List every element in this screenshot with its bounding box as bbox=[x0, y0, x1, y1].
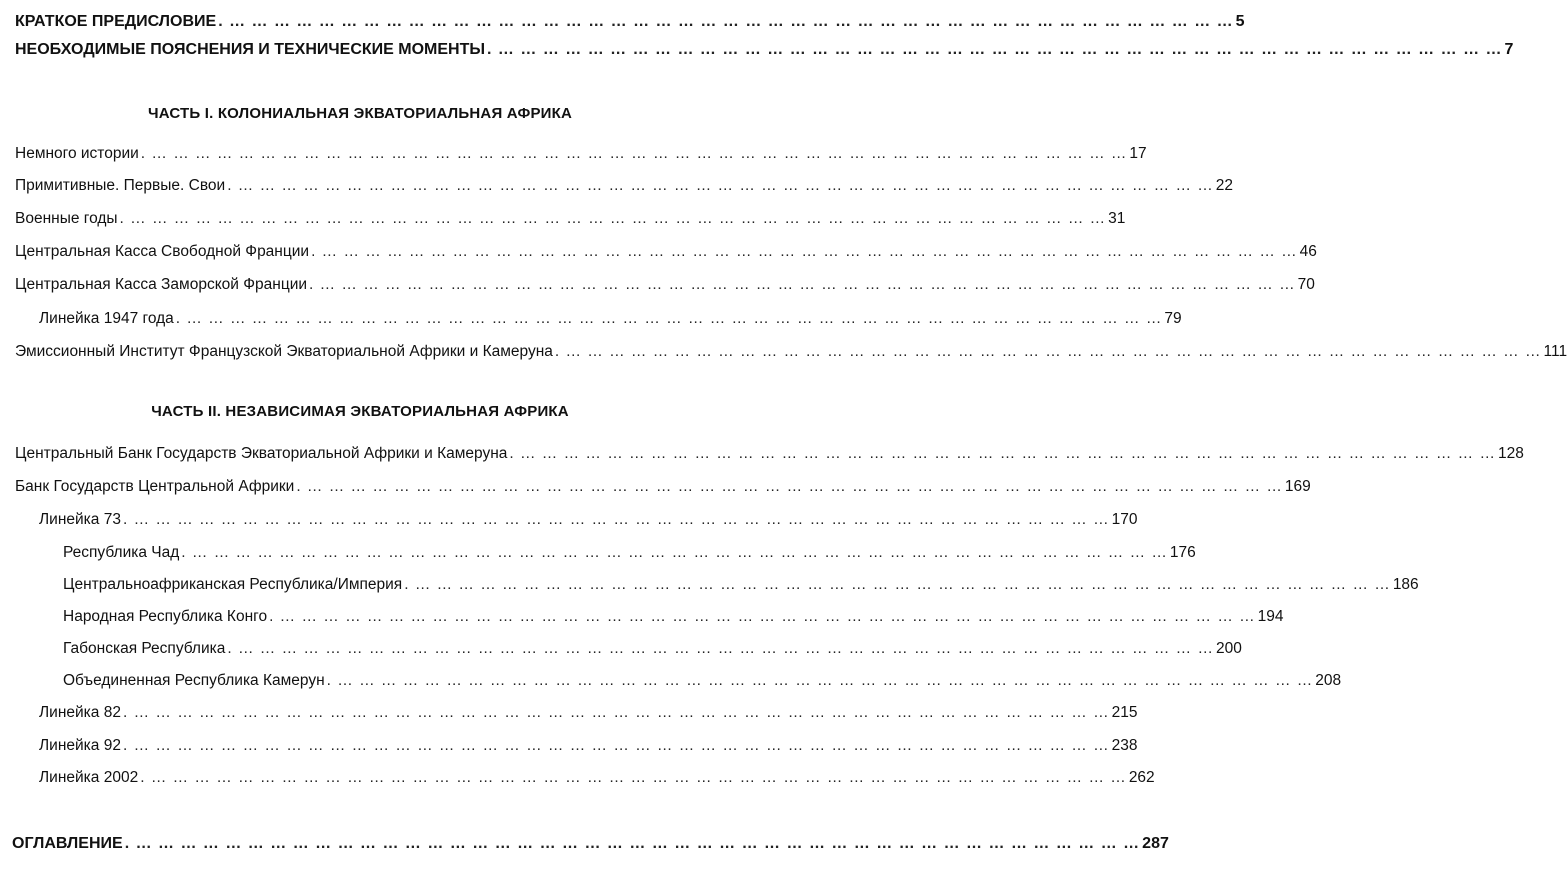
dot-leader: . … … … … … … … … … … … … … … … … … … … … … … … … … … … … … … … … … … … … … … … … … … … … … bbox=[218, 13, 1234, 30]
dot-leader: . … … … … … … … … … … … … … … … … … … … … … … … … … … … … … … … … … … … … … … … … … … … … … bbox=[326, 672, 1314, 689]
toc-entry-title: Линейка 82 bbox=[39, 704, 121, 721]
dot-leader: . … … … … … … … … … … … … … … … … … … … … … … … … … … … … … … … … … … … … … … … … … … … … … bbox=[175, 310, 1163, 327]
dot-leader: . … … … … … … … … … … … … … … … … … … … … … … … … … … … … … … … … … … … … … … … … … … … … … bbox=[227, 177, 1214, 194]
toc-entry bbox=[0, 703, 1138, 723]
toc-entry-page: 170 bbox=[1111, 511, 1138, 528]
toc-entry-page: 194 bbox=[1257, 608, 1284, 625]
dot-leader: . … … … … … … … … … … … … … … … … … … … … … … … … … … … … … … … … … … … … … … … … … … … … … bbox=[404, 576, 1391, 593]
toc-entry bbox=[0, 144, 1147, 164]
toc-entry bbox=[0, 176, 1234, 196]
toc-entry-title: Центральный Банк Государств Экваториальной Африки и Камеруна bbox=[15, 445, 508, 462]
toc-entry-page: 31 bbox=[1108, 210, 1126, 227]
dot-leader: . … … … … … … … … … … … … … … … … … … … … … … … … … … … … … … … … … … … … … … … … … … … … … bbox=[181, 544, 1168, 561]
toc-entry-page: 287 bbox=[1142, 835, 1169, 852]
toc-entry-page: 22 bbox=[1215, 177, 1234, 194]
dot-leader: . … … … … … … … … … … … … … … … … … … … … … … … … … … … … … … … … … … … … … … … … … … … … … bbox=[140, 145, 1128, 162]
toc-entry-contents bbox=[0, 834, 1169, 854]
dot-leader: . … … … … … … … … … … … … … … … … … … … … … … … … … … … … … … … … … … … … … … … … … … … … … bbox=[311, 243, 1298, 260]
toc-entry-page: 46 bbox=[1299, 243, 1317, 260]
dot-leader: . … … … … … … … … … … … … … … … … … … … … … … … … … … … … … … … … … … … … … … … … … … … … … bbox=[122, 704, 1110, 721]
toc-entry-title: Габонская Республика bbox=[63, 640, 226, 657]
toc-entry-page: 70 bbox=[1297, 276, 1315, 293]
toc-entry bbox=[0, 342, 1567, 362]
dot-leader: . … … … … … … … … … … … … … … … … … … … … … … … … … … … … … … … … … … … … … … … … … … … … … bbox=[122, 511, 1110, 528]
toc-entry-page: 215 bbox=[1111, 704, 1138, 721]
toc-entry-title: Линейка 73 bbox=[39, 511, 121, 528]
toc-entry-page: 176 bbox=[1169, 544, 1196, 561]
toc-entry-title: КРАТКОЕ ПРЕДИСЛОВИЕ bbox=[15, 13, 217, 30]
toc-entry bbox=[0, 671, 1342, 691]
dot-leader: . … … … … … … … … … … … … … … … … … … … … … … … … … … … … … … … … … … … … … … … … … … … … … bbox=[122, 737, 1110, 754]
dot-leader: . … … … … … … … … … … … … … … … … … … … … … … … … … … … … … … … … … … … … … … … … … … … … … bbox=[227, 640, 1214, 657]
toc-entry-title: Линейка 1947 года bbox=[39, 310, 174, 327]
dot-leader: . … … … … … … … … … … … … … … … … … … … … … … … … … … … … … … … … … … … … … … … … … … … … … bbox=[124, 835, 1141, 852]
dot-leader: . … … … … … … … … … … … … … … … … … … … … … … … … … … … … … … … … … … … … … … … … … … … … … bbox=[309, 276, 1296, 293]
toc-entry bbox=[0, 309, 1182, 329]
dot-leader: . … … … … … … … … … … … … … … … … … … … … … … … … … … … … … … … … … … … … … … … … … … … … … bbox=[296, 478, 1283, 495]
toc-entry-title: Немного истории bbox=[15, 145, 139, 162]
toc-entry bbox=[0, 242, 1317, 262]
toc-entry-page: 186 bbox=[1392, 576, 1419, 593]
toc-entry bbox=[0, 510, 1138, 530]
toc-entry bbox=[0, 768, 1155, 788]
toc-entry bbox=[0, 209, 1126, 229]
dot-leader: . … … … … … … … … … … … … … … … … … … … … … … … … … … … … … … … … … … … … … … … … … … … … … bbox=[509, 445, 1496, 462]
toc-entry bbox=[0, 639, 1242, 659]
toc-entry bbox=[0, 543, 1196, 563]
toc-entry-page: 208 bbox=[1315, 672, 1342, 689]
toc-entry-page: 128 bbox=[1497, 445, 1524, 462]
toc-entry-title: НЕОБХОДИМЫЕ ПОЯСНЕНИЯ И ТЕХНИЧЕСКИЕ МОМЕНТЫ bbox=[15, 41, 486, 58]
toc-entry-title: Центральная Касса Заморской Франции bbox=[15, 276, 308, 293]
toc-entry bbox=[0, 575, 1419, 595]
toc-entry-page: 200 bbox=[1215, 640, 1242, 657]
toc-entry-title: Линейка 92 bbox=[39, 737, 121, 754]
toc-entry-title: Эмиссионный Институт Французской Экваториальной Африки и Камеруна bbox=[15, 343, 553, 360]
toc-entry-page: 79 bbox=[1164, 310, 1182, 327]
toc-entry-title: Военные годы bbox=[15, 210, 118, 227]
toc-entry-page: 238 bbox=[1111, 737, 1138, 754]
toc-entry-page: 5 bbox=[1235, 13, 1245, 30]
toc-entry-title: Примитивные. Первые. Свои bbox=[15, 177, 226, 194]
toc-entry bbox=[0, 444, 1524, 464]
part-heading: ЧАСТЬ II. НЕЗАВИСИМАЯ ЭКВАТОРИАЛЬНАЯ АФРИКА bbox=[151, 403, 569, 420]
dot-leader: . … … … … … … … … … … … … … … … … … … … … … … … … … … … … … … … … … … … … … … … … … … … … … bbox=[269, 608, 1256, 625]
toc-entry bbox=[0, 607, 1284, 627]
toc-entry-page: 7 bbox=[1504, 41, 1514, 58]
toc-entry-title: Центральная Касса Свободной Франции bbox=[15, 243, 310, 260]
dot-leader: . … … … … … … … … … … … … … … … … … … … … … … … … … … … … … … … … … … … … … … … … … … … … … bbox=[140, 769, 1127, 786]
toc-entry-title: Республика Чад bbox=[63, 544, 180, 561]
toc-entry-page: 169 bbox=[1284, 478, 1311, 495]
toc-entry-page: 111 bbox=[1543, 343, 1567, 360]
toc-entry-title: Линейка 2002 bbox=[39, 769, 139, 786]
toc-entry-preface bbox=[0, 12, 1245, 32]
toc-entry bbox=[0, 275, 1315, 295]
toc-entry-title: Народная Республика Конго bbox=[63, 608, 268, 625]
dot-leader: . … … … … … … … … … … … … … … … … … … … … … … … … … … … … … … … … … … … … … … … … … … … … … bbox=[119, 210, 1107, 227]
toc-entry-page: 17 bbox=[1129, 145, 1147, 162]
toc-entry bbox=[0, 736, 1138, 756]
toc-entry-title: Центральноафриканская Республика/Империя bbox=[63, 576, 403, 593]
toc-entry-title: Банк Государств Центральной Африки bbox=[15, 478, 295, 495]
toc-entry-title: Объединенная Республика Камерун bbox=[63, 672, 325, 689]
toc-entry-title: ОГЛАВЛЕНИЕ bbox=[12, 835, 123, 852]
dot-leader: . … … … … … … … … … … … … … … … … … … … … … … … … … … … … … … … … … … … … … … … … … … … … … bbox=[554, 343, 1542, 360]
dot-leader: . … … … … … … … … … … … … … … … … … … … … … … … … … … … … … … … … … … … … … … … … … … … … … bbox=[487, 41, 1503, 58]
toc-entry bbox=[0, 477, 1311, 497]
part-heading: ЧАСТЬ I. КОЛОНИАЛЬНАЯ ЭКВАТОРИАЛЬНАЯ АФРИКА bbox=[147, 105, 573, 122]
toc-entry-notes bbox=[0, 40, 1514, 60]
toc-entry-page: 262 bbox=[1128, 769, 1155, 786]
